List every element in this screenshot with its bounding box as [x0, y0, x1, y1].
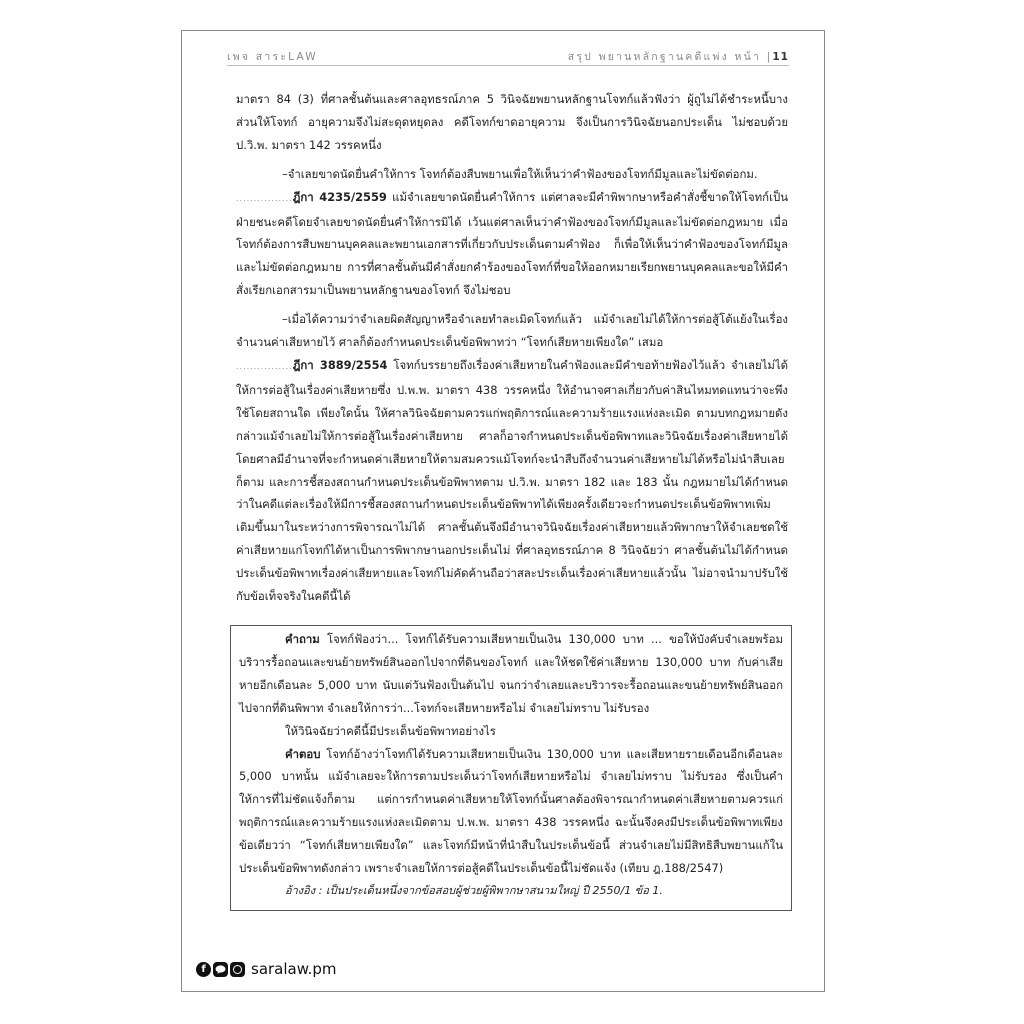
- case-text: โจทก์บรรยายถึงเรื่องค่าเสียหายในคำฟ้องและมีคำขอท้ายฟ้องไว้แล้ว จำเลยไม่ได้ให้การต่อสู้ในเรื่องค่าเสียหายซึ่ง ป.พ.พ. มาตรา 438 วรรคหนึ่ง ให้อำนาจศาลเกี่ยวกับค่าสินไหมทดแทนว่าจะพึงใช้โดยสถานใด เพียงใดนั้น ให้ศาลวินิจฉัยตามควรแก่พฤติการณ์และความร้ายแรงแห่งละเมิด ตามบทกฎหมายดังกล่าวแม้จำเลยไม่ให้การต่อสู้ในเรื่องค่าเสียหาย ศาลก็อาจกำหนดประเด็นข้อพิพาทและวินิจฉัยเรื่องค่าเสียหายได้ โดยศาลมีอำนาจที่จะกำหนดค่าเสียหายให้ตามสมควรแม้โจทก์จะนำสืบถึงจำนวนค่าเสียหายไม่ได้หรือไม่นำสืบเลยก็ตาม และการชี้สองสถานกำหนดประเด็นข้อพิพาทตาม ป.วิ.พ. มาตรา 182 และ 183 นั้น กฎหมายไม่ได้กำหนดว่าในคดีแต่ละเรื่องให้มีการชี้สองสถานกำหนดประเด็นข้อพิพาทได้เพียงครั้งเดียวจะกำหนดประเด็นข้อพิพาทเพิ่มเติมขึ้นมาในระหว่างการพิจารณาไม่ได้ ศาลชั้นต้นจึงมีอำนาจวินิจฉัยเรื่องค่าเสียหายแล้วพิพากษาให้จำเลยชดใช้ค่าเสียหายแก่โจทก์ได้หาเป็นการพิพากษานอกประเด็นไม่ ที่ศาลอุทธรณ์ภาค 8 วินิจฉัยว่า ศาลชั้นต้นไม่ได้กำหนดประเด็นข้อพิพาทเรื่องค่าเสียหายและโจทก์ไม่คัดค้านถือว่าสละประเด็นเรื่องค่าเสียหายแล้วนั้น ไม่อาจนำมาปรับใช้กับข้อเท็จจริงในคดีนี้ได้: [236, 357, 788, 604]
- answer-text: โจทก์อ้างว่าโจทก์ได้รับความเสียหายเป็นเงิน 130,000 บาท และเสียหายรายเดือนอีกเดือนละ 5,000 บาทนั้น แม้จำเลยจะให้การตามประเด็นว่าโจทก์เสียหายหรือไม่ จำเลยไม่ทราบ ไม่รับรอง ซึ่งเป็นคำให้การที่ไม่ชัดแจ้งก็ตาม แต่การกำหนดค่าเสียหายให้โจทก์นั้นศาลต้องพิจารณากำหนดค่าเสียหายตามควรแก่พฤติการณ์และความร้ายแรงแห่งละเมิดตาม ป.พ.พ. มาตรา 438 วรรคหนึ่ง ฉะนั้นจึงคงมีประเด็นข้อพิพาทเพียงข้อเดียวว่า “โจทก์เสียหายเพียงใด” และโจทก์มีหน้าที่นำสืบในประเด็นข้อนี้ ส่วนจำเลยไม่มีสิทธิสืบพยานแก้ในประเด็นข้อพิพาทดังกล่าว เพราะจำเลยให้การต่อสู้คดีในประเด็นข้อนี้ไม่ชัดแจ้ง (เทียบ ฎ.188/2547): [239, 746, 783, 876]
- brand-handle[interactable]: saralaw.pm: [251, 960, 337, 978]
- page-header: [227, 44, 789, 66]
- header-title: [568, 48, 789, 65]
- paragraph-3: [236, 186, 788, 303]
- dot-leader: ................: [236, 193, 293, 203]
- paragraph-2: –จำเลยขาดนัดยื่นคำให้การ โจทก์ต้องสืบพยานเพื่อให้เห็นว่าคำฟ้องของโจทก์มีมูลและไม่ขัดต่อกม.: [282, 166, 758, 181]
- reference-note: อ้างอิง : เป็นประเด็นหนึ่งจากข้อสอบผู้ช่วยผู้พิพากษาสนามใหญ่ ปี 2550/1 ข้อ 1.: [285, 883, 663, 897]
- header-title-text: สรุป พยานหลักฐานคดีแพ่ง หน้า |: [567, 51, 773, 63]
- paragraph-1: มาตรา 84 (3) ที่ศาลชั้นต้นและศาลอุทธรณ์ภาค 5 วินิจฉัยพยานหลักฐานโจทก์แล้วฟังว่า ผู้ถูไม่ได้ชำระหนี้บางส่วนให้โจทก์ อายุความจึงไม่สะดุดหยุดลง คดีโจทก์ขาดอายุความ จึงเป็นการวินิจฉัยนอกประเด็น ไม่ชอบด้วย ป.วิ.พ. มาตรา 142 วรรคหนึ่ง: [236, 92, 788, 152]
- paragraph-5: [236, 354, 788, 608]
- dot-leader: ................: [236, 361, 293, 371]
- question: [239, 628, 783, 720]
- answer-label: คำตอบ: [285, 746, 321, 761]
- facebook-icon[interactable]: f: [196, 962, 211, 977]
- paragraph-4: –เมื่อได้ความว่าจำเลยผิดสัญญาหรือจำเลยทำละเมิดโจทก์แล้ว แม้จำเลยไม่ได้ให้การต่อสู้โต้แย้งในเรื่องจำนวนค่าเสียหายไว้ ศาลก็ต้องกำหนดประเด็นข้อพิพาทว่า “โจทก์เสียหายเพียงใด” เสมอ: [236, 312, 788, 350]
- question-label: คำถาม: [285, 632, 320, 646]
- question-prompt: ให้วินิจฉัยว่าคดีนี้มีประเด็นข้อพิพาทอย่างไร: [285, 723, 496, 738]
- question-text: โจทก์ฟ้องว่า... โจทก์ได้รับความเสียหายเป็นเงิน 130,000 บาท ... ขอให้บังคับจำเลยพร้อมบริวารรื้อถอนและขนย้ายทรัพย์สินออกไปจากที่ดินของโจทก์ และให้ชดใช้ค่าเสียหาย 130,000 บาท กับค่าเสียหายอีกเดือนละ 5,000 บาท นับแต่วันฟ้องเป็นต้นไป จนกว่าจำเลยและบริวารจะรื้อถอนและขนย้ายทรัพย์สินออกไปจากที่ดินพิพาท จำเลยให้การว่า...โจทก์จะเสียหายหรือไม่ จำเลยไม่ทราบ ไม่รับรอง: [239, 632, 783, 715]
- page-number: 11: [772, 51, 789, 63]
- header-page-name: เพจ สาระLAW: [227, 51, 318, 63]
- instagram-icon[interactable]: [230, 962, 245, 977]
- answer: [239, 743, 783, 880]
- header-rule: [227, 65, 789, 66]
- main-content: [236, 88, 788, 608]
- case-citation: ฎีกา 3889/2554: [292, 357, 388, 372]
- question-answer-box: [230, 625, 792, 911]
- case-citation: ฎีกา 4235/2559: [292, 189, 387, 204]
- case-text: แม้จำเลยขาดนัดยื่นคำให้การ แต่ศาลจะมีคำพิพากษาหรือคำสั่งชี้ขาดให้โจทก์เป็นฝ่ายชนะคดีโดยจำเลยขาดนัดยื่นคำให้การมิได้ เว้นแต่ศาลเห็นว่าคำฟ้องของโจทก์มีมูลและไม่ขัดต่อกฎหมาย เมื่อโจทก์ต้องการสืบพยานบุคคลและพยานเอกสารที่เกี่ยวกับประเด็นตามคำฟ้อง ก็เพื่อให้เห็นว่าคำฟ้องของโจทก์มีมูลและไม่ขัดต่อกฎหมาย การที่ศาลชั้นต้นมีคำสั่งยกคำร้องของโจทก์ที่ขอให้ออกหมายเรียกพยานบุคคลและขอให้มีคำสั่งเรียกเอกสารมาเป็นพยานหลักฐานของโจทก์ จึงไม่ชอบ: [236, 189, 788, 298]
- line-icon[interactable]: [213, 962, 228, 977]
- footer-social: [196, 958, 337, 980]
